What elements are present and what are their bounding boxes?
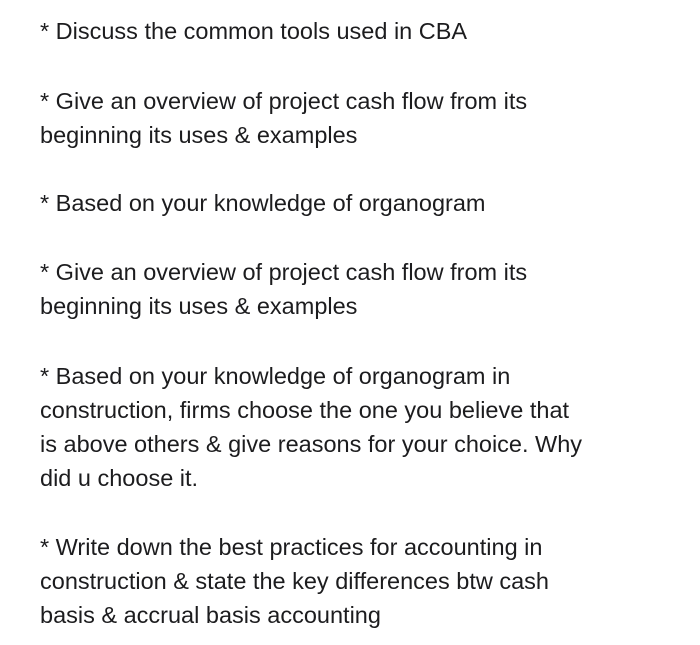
paragraph-organogram-knowledge [40,186,680,220]
text-line: * Discuss the common tools used in CBA [40,18,468,44]
text-line: * Give an overview of project cash flow from its [40,88,528,114]
text-line: basis & accrual basis accounting [40,602,381,628]
text-line: construction & state the key differences btw cash [40,568,550,594]
text-line: * Give an overview of project cash flow from its [40,259,528,285]
text-line: did u choose it. [40,465,199,491]
paragraph-accounting-practices [40,530,680,632]
paragraph-cba-tools [40,14,680,48]
paragraph-cash-flow-overview-repeat [40,255,680,323]
text-line: is above others & give reasons for your choice. Why [40,431,583,457]
paragraph-cash-flow-overview [40,84,680,152]
text-line: * Write down the best practices for accounting in [40,534,543,560]
paragraph-organogram-construction [40,359,680,495]
text-line: * Based on your knowledge of organogram in [40,363,511,389]
text-line: construction, firms choose the one you believe that [40,397,570,423]
text-line: beginning its uses & examples [40,122,358,148]
text-line: * Based on your knowledge of organogram [40,190,486,216]
text-line: beginning its uses & examples [40,293,358,319]
